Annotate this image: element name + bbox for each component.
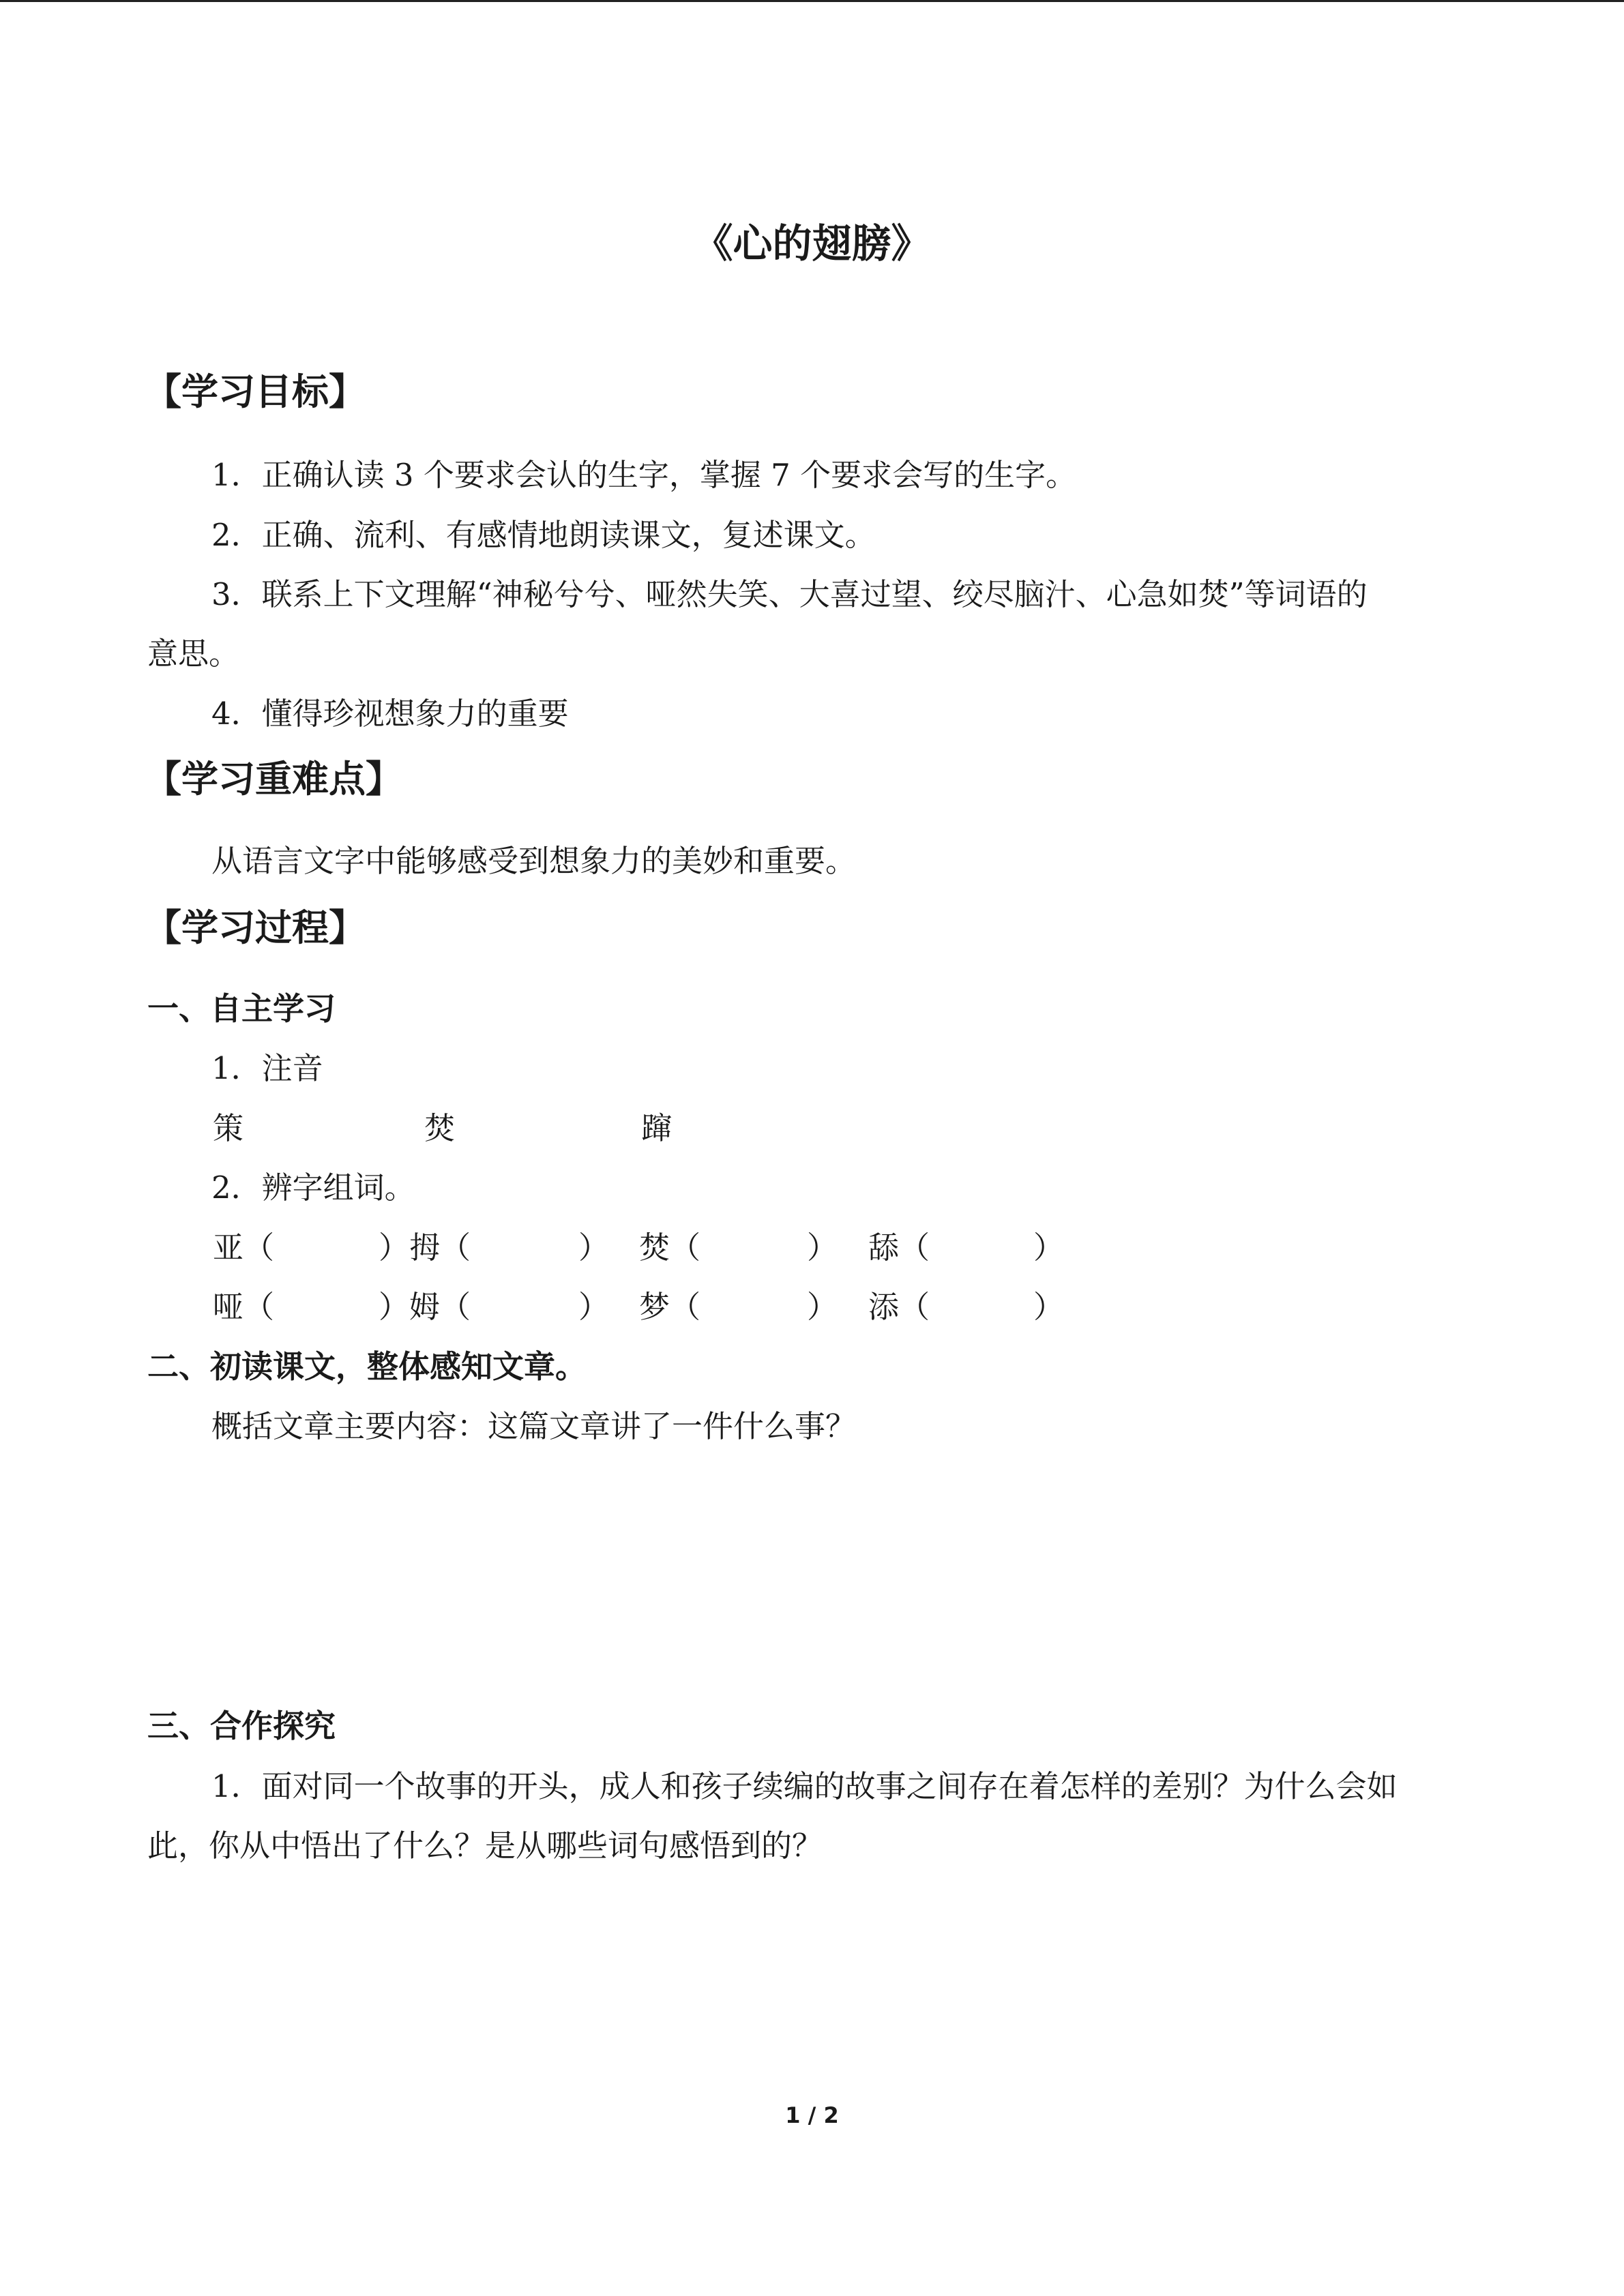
word-group-cell: ）: [807, 1229, 838, 1266]
inquiry-question-line-2: 此，你从中悟出了什么？是从哪些词句感悟到的？: [147, 1828, 823, 1864]
part-heading-first-reading: 二、初读课文，整体感知文章。: [147, 1348, 587, 1385]
word-group-cell: ）: [1033, 1289, 1065, 1325]
question-pinyin: 1．注音: [211, 1050, 323, 1086]
pinyin-char-3: 蹿: [641, 1110, 673, 1146]
word-group-cell: 焚（: [639, 1229, 701, 1266]
goal-item-4: 4．懂得珍视想象力的重要: [211, 696, 569, 732]
question-word-groups: 2．辨字组词。: [211, 1169, 415, 1206]
word-group-cell: ）: [578, 1229, 610, 1266]
section-heading-key-points: 【学习重难点】: [145, 758, 402, 801]
goal-item-1: 1．正确认读 3 个要求会认的生字，掌握 7 个要求会写的生字。: [211, 457, 1077, 493]
goal-item-2: 2．正确、流利、有感情地朗读课文，复述课文。: [211, 517, 876, 553]
part-heading-cooperative-inquiry: 三、合作探究: [147, 1708, 336, 1744]
document-title: 《心的翅膀》: [693, 220, 931, 267]
pinyin-char-1: 策: [213, 1110, 244, 1146]
word-group-cell: ）: [807, 1289, 838, 1325]
key-points-text: 从语言文字中能够感受到想象力的美妙和重要。: [211, 843, 857, 879]
word-group-cell: 亚（: [213, 1229, 275, 1266]
goal-item-3-continued: 意思。: [147, 636, 240, 672]
goal-item-3: 3．联系上下文理解“神秘兮兮、哑然失笑、大喜过望、绞尽脑汁、心急如焚”等词语的: [211, 576, 1368, 612]
word-group-cell: 梦（: [639, 1289, 701, 1325]
word-group-cell: ）姆（: [379, 1289, 471, 1325]
summary-question: 概括文章主要内容：这篇文章讲了一件什么事？: [211, 1408, 857, 1444]
word-group-cell: ）: [578, 1289, 610, 1325]
pinyin-char-2: 焚: [424, 1110, 456, 1146]
word-group-cell: 添（: [868, 1289, 930, 1325]
part-heading-self-study: 一、自主学习: [147, 990, 336, 1027]
word-group-cell: ）拇（: [379, 1229, 471, 1266]
word-group-cell: 舔（: [868, 1229, 930, 1266]
page-number: 1 / 2: [785, 2102, 839, 2128]
section-heading-process: 【学习过程】: [145, 906, 366, 949]
word-group-cell: ）: [1033, 1229, 1065, 1266]
inquiry-question-line-1: 1．面对同一个故事的开头，成人和孩子续编的故事之间存在着怎样的差别？为什么会如: [211, 1768, 1398, 1804]
section-heading-goals: 【学习目标】: [145, 370, 366, 413]
word-group-cell: 哑（: [213, 1289, 275, 1325]
page-top-border: [0, 0, 1624, 2]
